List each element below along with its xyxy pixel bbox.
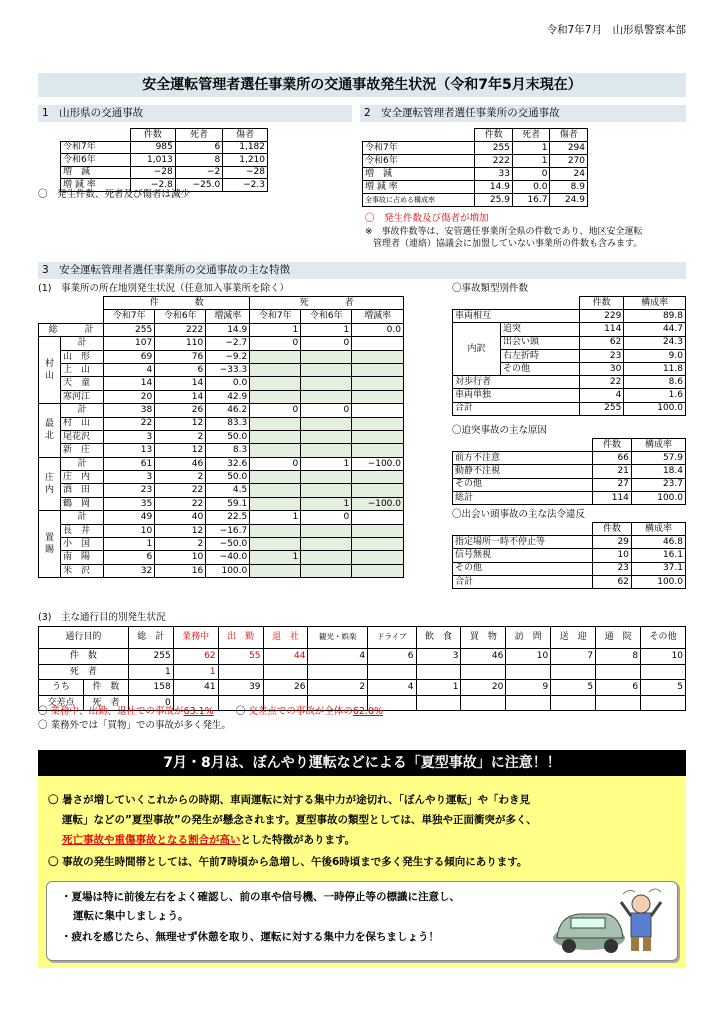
sec2-row: 全事故に占める構成率 25.9 16.7 24.9 (363, 194, 588, 207)
tsuitotsu-heading: 〇追突事故の主な原因 (452, 425, 548, 436)
tsuitotsu-table: 件数 構成率 前方不注意 66 57.9 動静不注視 21 18.4 その他 27 23.7 総計 114 100.0 (452, 438, 686, 505)
city-row: 長 井 10 12 −16.7 (39, 524, 404, 537)
city-row: 上 山 4 6 −33.3 (39, 363, 404, 376)
region-table: 件 数 死 者 令和7年 令和6年 増減率 令和7年 令和6年 増減率 総 計 255 222 14.9 1 1 0.0 村 山 計 107 110 −2.7 0 0 山 形 69 76 −9.2 上 山 4 6 −33.3 天 童 14 14 0.0 寒河江 20 14 42.9 最 北 計 38 26 46.2 0 0 村 山 22 12 83.3 尾花沢 3 2 50.0 新 庄 13 12 8.3 庄 内 計 61 46 32.6 0 1 −100.0 庄 内 3 2 50.0 酒 田 23 22 4.5 鶴 岡 35 22 59.1 1 −100.0 置 賜 計 49 40 22.5 1 0 長 井 10 12 −16.7 小 国 1 2 −50.0 南 陽 6 10 −40.0 1 米 沢 32 16 100.0 (38, 296, 404, 578)
warn-line-2: 運転」などの”夏型事故”の発生が懸念されます。夏型事故の類型としては、単独や正面衝突が多く、 (62, 814, 537, 826)
deai-heading: 〇出会い頭事故の主な法令違反 (452, 509, 586, 520)
city-row: 村 山 22 12 83.3 (39, 417, 404, 430)
region-total-row: 総 計 255 222 14.9 1 1 0.0 (39, 323, 404, 336)
section-1-table: 件数 死者 傷者 令和7年 985 6 1,182 令和6年 1,013 8 1,210 増 減 −28 −2 −28 増 減 率 −2.8 −25.0 −2.3 (60, 128, 268, 192)
purpose-note-2: 〇 業務外では「買物」での事故が多く発生。 (38, 720, 232, 731)
city-row: 庄 内 3 2 50.0 (39, 471, 404, 484)
page-title: 安全運転管理者選任事業所の交通事故発生状況（令和7年5月末現在） (38, 73, 686, 97)
sub-1-heading: (1) 事業所の所在地別発生状況（任意加入事業所を除く） (38, 283, 289, 294)
region-sum-row: 置 賜 計 49 40 22.5 1 0 (39, 511, 404, 524)
city-row: 米 沢 32 16 100.0 (39, 564, 404, 577)
warn-line-1: 〇 暑さが増していくこれからの時期、車両運転に対する集中力が途切れ、「ぼんやり運転」や「わき見 (48, 794, 531, 806)
tired-driver-illustration (549, 886, 667, 956)
warn-line-4: 〇 事故の発生時間帯としては、午前7時頃から急増し、午後6時頃まで多く発生する傾向にあります。 (48, 856, 528, 868)
sec1-row: 令和6年 1,013 8 1,210 (61, 154, 268, 167)
section-1-heading: 1 山形県の交通事故 (38, 105, 352, 122)
city-row: 新 庄 13 12 8.3 (39, 444, 404, 457)
sec1-row: 令和7年 985 6 1,182 (61, 141, 268, 154)
type-table: 件数 構成率 車両相互 229 89.8 内訳 追突 114 44.7 出会い頭 62 24.3 右左折時 23 9.0 その他 30 11.8 対歩行者 22 8.6 車両単独 4 1.6 合計 255 100.0 (452, 296, 686, 416)
section-2-footnote-2: 管理者（連絡）協議会に加盟していない事業所の件数も含みます。 (373, 239, 643, 249)
advice-line-1: ・夏場は特に前後左右をよく確認し、前の車や信号機、一時停止等の標識に注意し、 (61, 891, 460, 903)
advice-line-2: 運転に集中しましょう。 (73, 910, 189, 922)
summer-warning-banner: 7月・8月は、ぼんやり運転などによる「夏型事故」に注意！！ (38, 750, 686, 776)
city-row: 酒 田 23 22 4.5 (39, 484, 404, 497)
city-row: 天 童 14 14 0.0 (39, 377, 404, 390)
city-row: 小 国 1 2 −50.0 (39, 538, 404, 551)
sub-3-heading: (3) 主な通行目的別発生状況 (38, 612, 166, 623)
sec2-row: 増 減 33 0 24 (363, 168, 588, 181)
type-heading: 〇事故類型別件数 (452, 283, 529, 294)
region-sum-row: 村 山 計 107 110 −2.7 0 0 (39, 337, 404, 350)
region-sum-row: 庄 内 計 61 46 32.6 0 1 −100.0 (39, 457, 404, 470)
deai-table: 件数 構成率 指定場所一時不停止等 29 46.8 信号無視 10 16.1 その他 23 37.1 合計 62 100.0 (452, 522, 686, 589)
warn-line-3: 死亡事故や重傷事故となる割合が高いとした特徴があります。 (62, 834, 356, 846)
sec2-row: 増 減 率 14.9 0.0 8.9 (363, 181, 588, 194)
city-row: 鶴 岡 35 22 59.1 1 −100.0 (39, 497, 404, 510)
sec2-row: 令和6年 222 1 270 (363, 155, 588, 168)
section-2-table: 件数 死者 傷者 令和7年 255 1 294 令和6年 222 1 270 増 減 33 0 24 増 減 率 14.9 0.0 8.9 全事故に占める構成率 25.9 16.7 24.9 (362, 128, 588, 207)
purpose-note-1: 〇 業務中、出勤、退社での事故が63.1% 〇 交差点での事故が全体の62.0% (38, 706, 384, 717)
section-3-heading: 3 安全運転管理者選任事業所の交通事故の主な特徴 (38, 262, 686, 279)
section-2-heading: 2 安全運転管理者選任事業所の交通事故 (360, 105, 686, 122)
section-2-note: 〇 発生件数及び傷者が増加 (365, 213, 489, 224)
sec1-row: 増 減 −28 −2 −28 (61, 166, 268, 179)
issue-date: 令和7年7月 山形県警察本部 (546, 24, 686, 36)
warning-panel (38, 776, 686, 968)
section-1-note: 〇 発生件数、死者及び傷者は減少 (38, 189, 191, 200)
sec2-row: 令和7年 255 1 294 (363, 142, 588, 155)
sec1-row: 増 減 率 −2.8 −25.0 −2.3 (61, 179, 268, 192)
section-2-footnote: ※ 事故件数等は、安管選任事業所全県の件数であり、地区安全運転 (365, 227, 643, 237)
city-row: 山 形 69 76 −9.2 (39, 350, 404, 363)
advice-box (46, 881, 678, 961)
city-row: 南 陽 6 10 −40.0 1 (39, 551, 404, 564)
city-row: 尾花沢 3 2 50.0 (39, 430, 404, 443)
advice-line-3: ・疲れを感じたら、無理せず休憩を取り、運転に対する集中力を保ちましょう！ (61, 931, 439, 943)
purpose-table: 通行目的 総 計 業務中 出 勤 退 社 観光・娯楽 ドライブ 飲 食 買 物 訪 問 送 迎 通 院 その他 件 数 255 62 55 44 4 6 3 46 10 7 8 10 死 者 1 1 うち 件 数 158 41 39 26 2 4 1 20 9 5 6 5 交差点 死 者 0 (38, 626, 686, 711)
region-sum-row: 最 北 計 38 26 46.2 0 0 (39, 404, 404, 417)
city-row: 寒河江 20 14 42.9 (39, 390, 404, 403)
